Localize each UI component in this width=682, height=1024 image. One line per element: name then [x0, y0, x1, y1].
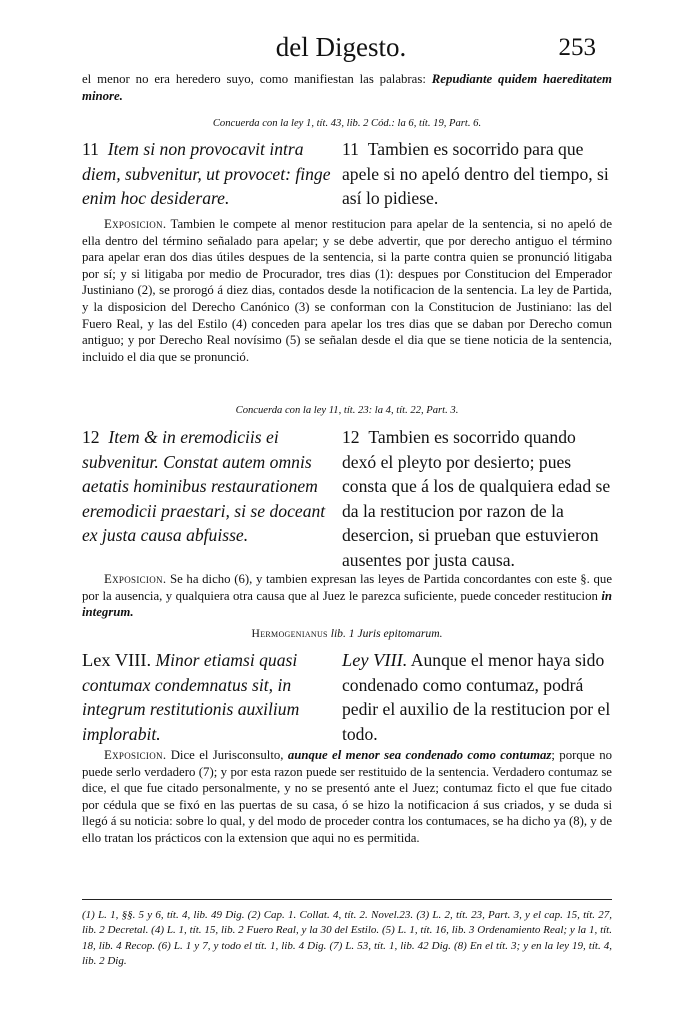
exposicion-label: Exposicion. [104, 572, 167, 586]
ley-heading: Ley VIII. [342, 650, 408, 670]
top-text: el menor no era heredero suyo, como manifiestan las palabras: [82, 72, 432, 86]
exposicion-3 [82, 747, 612, 847]
lex-heading: Lex VIII. [82, 650, 152, 670]
spanish-paragraph-number: 11 [342, 139, 359, 159]
source-line [82, 627, 612, 640]
latin-paragraph-11 [82, 137, 332, 211]
exposicion-label: Exposicion. [104, 748, 167, 762]
exposicion-text-2: ; porque no puede serlo verdadero (7); y por esta razon puede ser restituido de la sentencia. Verdadero contumaz se dice, el que fue citado personalmente, y no se presentó ante el Juez; contumaz ficto el que fue citado por cédula que se fixó en las puertas de su casa, ó se hizo la notificacion á sus criados, y se duda si llegó á su noticia: sobre lo qual, y del modo de proceder contra los contumaces, se ha dicho ya (8), y de ello tratan los prácticos con la extension que aqui no es permitida. [82, 748, 612, 845]
latin-paragraph-number: 11 [82, 139, 99, 159]
spanish-ley-8 [342, 648, 612, 746]
top-paragraph [82, 71, 612, 104]
source-author: Hermogenianus [251, 627, 328, 640]
running-title: del Digesto. [275, 32, 407, 62]
spanish-text: Tambien es socorrido para que apele si no apeló dentro del tiempo, si así lo pidiese. [342, 139, 609, 208]
latin-lex-8 [82, 648, 332, 746]
running-header [0, 32, 682, 66]
concordance-2: Concuerda con la ley 11, tít. 23: la 4, tít. 22, Part. 3. [235, 405, 459, 416]
spanish-paragraph-12 [342, 425, 612, 572]
source-work: lib. 1 Juris epitomarum. [330, 627, 443, 640]
exposicion-2 [82, 571, 612, 621]
footnote-divider [82, 899, 612, 900]
exposicion-emphasis: in integrum. [82, 588, 612, 620]
footnotes: (1) L. 1, §§. 5 y 6, tít. 4, lib. 49 Dig. (2) Cap. 1. Collat. 4, tít. 2. Novel.23. (3) L. 2, tít. 23, Part. 3, y el cap. 15, tít. 27, lib. 2 Decretal. (4) L. 1, tít. 15, lib. 2 Fuero Real, y la 30 del Estilo. (5) L. 1, tít. 16, lib. 3 Ordenamiento Real; y la 1, tít. 18, lib. 4 Recop. (6) L. 1 y 7, y todo el tít. 1, lib. 4 Dig. (7) L. 53, tít. 1, lib. 42 Dig. (8) En el tít. 3; y en la ley 19, tít. 4, lib. 2 Dig. [82, 909, 612, 968]
latin-text: Minor etiamsi quasi contumax condemnatus sit, in integrum restitutionis auxilium implorabit. [82, 650, 300, 744]
concordance-1: Concuerda con la ley 1, tít. 43, lib. 2 Cód.: la 6, tít. 19, Part. 6. [212, 118, 482, 129]
spanish-text: Aunque el menor haya sido condenado como contumaz, podrá pedir el auxilio de la restitucion por el todo. [342, 650, 611, 744]
page-number: 253 [558, 34, 596, 61]
latin-text: Item & in eremodiciis ei subvenitur. Constat autem omnis aetatis hominibus restaurationem eremodicii praestari, si se doceant ex justa causa abfuisse. [82, 427, 326, 545]
exposicion-text-1: Dice el Jurisconsulto, [170, 748, 288, 762]
spanish-paragraph-number: 12 [342, 427, 360, 447]
latin-text: Item si non provocavit intra diem, subvenitur, ut provocet: finge enim hoc desiderare. [82, 139, 331, 208]
latin-paragraph-number: 12 [82, 427, 100, 447]
exposicion-emphasis: aunque el menor sea condenado como contumaz [287, 748, 552, 762]
exposicion-1 [82, 216, 612, 365]
exposicion-text: Se ha dicho (6), y tambien expresan las leyes de Partida concordantes con este §. que por la ausencia, y qualquiera otra causa que al Juez le parezca suficiente, puede conceder restitucion [82, 572, 612, 603]
spanish-paragraph-11 [342, 137, 612, 211]
exposicion-label: Exposicion. [104, 217, 167, 231]
exposicion-text: Tambien le compete al menor restitucion para apelar de la sentencia, si no apeló de ella dentro del término señalado para apelar; y se debe advertir, que por derecho antiguo el término para apelar eran dos dias útiles despues de la sentencia, si la parte contra quien se pronunció litigaba por sí; y si litigaba por medio de Procurador, tres dias (1): despues por Constitucion del Emperador Justiniano (2), se prorogó á diez dias, contados desde la notificacion de la sentencia. La ley de Partida, y la disposicion del Derecho Canónico (3) se conforman con la Constitucion de Justiniano: las del Fuero Real, y las del Estilo (4) conceden para apelar los tres dias que se daban por Derecho comun antiguo; y por Derecho Real novísimo (5) se señalan desde el dia que se tiene noticia de la sentencia, incluido el dia que se pronunció. [82, 217, 612, 364]
latin-paragraph-12 [82, 425, 332, 548]
spanish-text: Tambien es socorrido quando dexó el pleyto por desierto; pues consta que á los de qualquiera edad se da la restitucion por razon de la desercion, si prueban que estuvieron ausentes por justa causa. [342, 427, 611, 570]
top-text-emphasis: Repudiante quidem haereditatem minore. [82, 72, 612, 103]
